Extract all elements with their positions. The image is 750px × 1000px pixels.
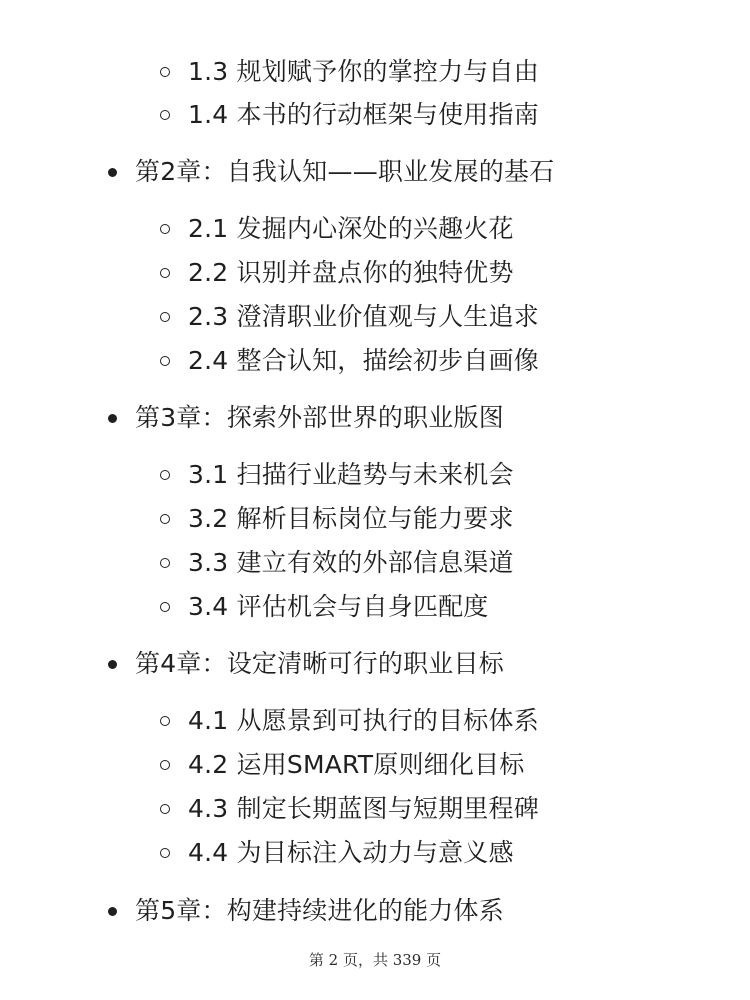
bullet-circle-icon (160, 268, 170, 278)
toc-section-item (160, 253, 514, 293)
toc-section-item (160, 543, 514, 583)
toc-section-item (160, 745, 524, 785)
bullet-circle-icon (160, 224, 170, 234)
toc-section-item (160, 833, 514, 873)
bullet-disc-icon (108, 414, 117, 423)
toc-section-item (160, 52, 539, 92)
toc-section-item (160, 587, 489, 627)
chapter-title: 第3章：探索外部世界的职业版图 (135, 403, 504, 432)
section-title: 3.1 扫描行业趋势与未来机会 (188, 460, 514, 489)
chapter-title: 第5章：构建持续进化的能力体系 (135, 896, 504, 925)
section-title: 4.2 运用SMART原则细化目标 (188, 750, 525, 779)
toc-chapter-item (108, 891, 504, 931)
toc-section-item (160, 701, 539, 741)
bullet-circle-icon (160, 312, 170, 322)
bullet-circle-icon (160, 602, 170, 612)
toc-section-item (160, 499, 514, 539)
toc-section-item (160, 209, 514, 249)
toc-chapter-item (108, 644, 504, 684)
section-title: 4.1 从愿景到可执行的目标体系 (188, 706, 539, 735)
section-title: 1.3 规划赋予你的掌控力与自由 (188, 57, 539, 86)
section-title: 2.3 澄清职业价值观与人生追求 (188, 302, 539, 331)
section-title: 1.4 本书的行动框架与使用指南 (188, 100, 539, 129)
chapter-title: 第4章：设定清晰可行的职业目标 (135, 649, 504, 678)
section-title: 3.2 解析目标岗位与能力要求 (188, 504, 514, 533)
section-title: 2.4 整合认知，描绘初步自画像 (188, 346, 539, 375)
bullet-disc-icon (108, 660, 117, 669)
bullet-circle-icon (160, 67, 170, 77)
page-footer: 第 2 页，共 339 页 (308, 951, 442, 969)
section-title: 2.1 发掘内心深处的兴趣火花 (188, 214, 514, 243)
bullet-circle-icon (160, 804, 170, 814)
toc-section-item (160, 95, 539, 135)
bullet-circle-icon (160, 110, 170, 120)
chapter-title: 第2章：自我认知——职业发展的基石 (135, 157, 555, 186)
section-title: 4.4 为目标注入动力与意义感 (188, 838, 514, 867)
bullet-circle-icon (160, 470, 170, 480)
bullet-circle-icon (160, 760, 170, 770)
toc-section-item (160, 341, 539, 381)
toc-section-item (160, 455, 514, 495)
bullet-circle-icon (160, 716, 170, 726)
toc-section-item (160, 789, 539, 829)
toc-chapter-item (108, 398, 504, 438)
section-title: 4.3 制定长期蓝图与短期里程碑 (188, 794, 539, 823)
bullet-circle-icon (160, 514, 170, 524)
toc-chapter-item (108, 152, 554, 192)
toc-section-item (160, 297, 539, 337)
section-title: 3.4 评估机会与自身匹配度 (188, 592, 489, 621)
bullet-disc-icon (108, 907, 117, 916)
bullet-disc-icon (108, 168, 117, 177)
section-title: 3.3 建立有效的外部信息渠道 (188, 548, 514, 577)
bullet-circle-icon (160, 848, 170, 858)
bullet-circle-icon (160, 558, 170, 568)
section-title: 2.2 识别并盘点你的独特优势 (188, 258, 514, 287)
bullet-circle-icon (160, 356, 170, 366)
